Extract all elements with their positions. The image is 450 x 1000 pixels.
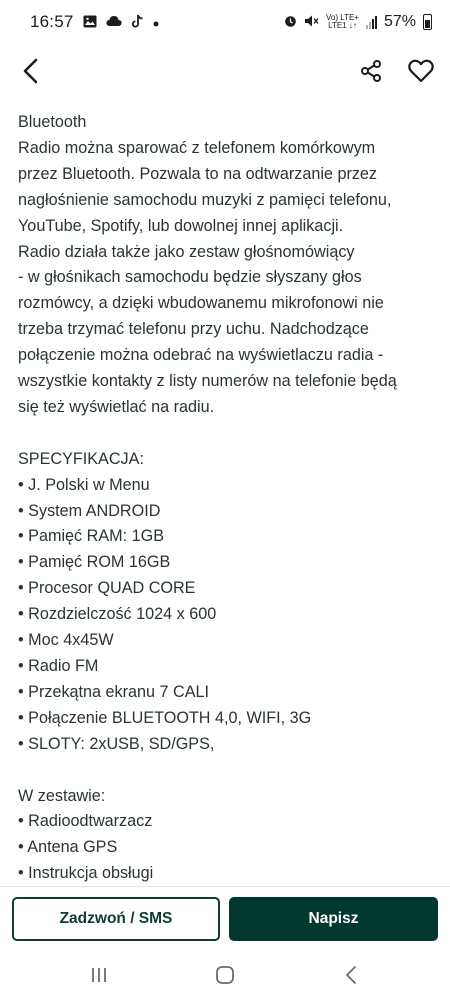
description-line: przez Bluetooth. Pozwala to na odtwarzanie przez — [18, 164, 378, 183]
tiktok-icon — [131, 14, 144, 31]
status-time: 16:57 — [30, 12, 74, 31]
cloud-icon — [106, 15, 122, 29]
spec-item: • Pamięć ROM 16GB — [18, 550, 432, 576]
description-line: nagłośnienie samochodu muzyki z pamięci telefonu, — [18, 190, 392, 209]
spec-item: • SLOTY: 2xUSB, SD/GPS, — [18, 732, 432, 758]
alarm-icon — [284, 14, 297, 30]
spec-item: • Połączenie BLUETOOTH 4,0, WIFI, 3G — [18, 706, 432, 732]
network-label-bottom: LTE1 ↓↑ — [328, 21, 357, 30]
recent-apps-button[interactable] — [79, 960, 119, 990]
description-line: Bluetooth — [18, 113, 87, 131]
mute-icon — [304, 14, 319, 30]
in-box-item: • Antena GPS — [18, 835, 432, 861]
description-line: Radio można sparować z telefonem komórkowym — [18, 138, 376, 157]
home-button[interactable] — [205, 960, 245, 990]
description-line: trzeba trzymać telefonu przy uchu. Nadchodzące — [18, 320, 369, 339]
heart-icon — [408, 59, 434, 83]
share-icon — [359, 59, 383, 83]
in-box-item: • Radioodtwarzacz — [18, 809, 432, 835]
spec-item: • System ANDROID — [18, 499, 432, 525]
dot-icon — [153, 16, 159, 29]
description-line: połączenie można odebrać na wyświetlaczu radia - — [18, 346, 384, 365]
action-bar — [0, 886, 450, 948]
back-icon — [344, 965, 358, 985]
battery-icon — [423, 14, 432, 30]
spec-item: • Radio FM — [18, 654, 432, 680]
description-line: rozmówcy, a dzięki wbudowanemu mikrofonowi nie — [18, 294, 384, 313]
description-line: wszystkie kontakty z listy numerów na telefonie będą — [18, 372, 397, 391]
spec-item: • Rozdzielczość 1024 x 600 — [18, 602, 432, 628]
favorite-button[interactable] — [404, 54, 438, 88]
home-icon — [215, 965, 235, 985]
system-nav-bar — [0, 948, 450, 1000]
spec-heading: SPECYFIKACJA: — [18, 449, 144, 468]
listing-description — [18, 110, 432, 887]
network-label — [326, 14, 359, 30]
status-right — [284, 13, 432, 31]
back-button[interactable] — [14, 54, 48, 88]
spacer — [18, 758, 432, 784]
spacer — [18, 421, 432, 447]
in-box-item: • Instrukcja obsługi — [18, 861, 432, 887]
network-label-top: Vo) LTE+ — [325, 13, 359, 22]
description-line: się też wyświetlać na radiu. — [18, 397, 215, 416]
share-button[interactable] — [354, 54, 388, 88]
system-back-button[interactable] — [331, 960, 371, 990]
recent-apps-icon — [90, 966, 108, 984]
in-box-heading: W zestawie: — [18, 786, 106, 805]
status-bar — [0, 0, 450, 44]
write-message-button[interactable]: Napisz — [229, 897, 438, 941]
call-sms-button[interactable]: Zadzwoń / SMS — [12, 897, 220, 941]
spec-item: • Moc 4x45W — [18, 628, 432, 654]
spec-item: • Przekątna ekranu 7 CALI — [18, 680, 432, 706]
spec-item: • J. Polski w Menu — [18, 473, 432, 499]
description-line: - w głośnikach samochodu będzie słyszany głos — [18, 268, 362, 287]
spec-item: • Procesor QUAD CORE — [18, 576, 432, 602]
gallery-icon — [83, 15, 97, 30]
status-left — [30, 12, 159, 32]
description-line: Radio działa także jako zestaw głośnomówiący — [18, 242, 355, 261]
battery-percent: 57% — [383, 13, 416, 30]
app-bar — [0, 44, 450, 96]
description-line: YouTube, Spotify, lub dowolnej innej aplikacji. — [18, 216, 344, 235]
spec-item: • Pamięć RAM: 1GB — [18, 524, 432, 550]
back-arrow-icon — [21, 58, 41, 84]
signal-icon — [366, 15, 377, 29]
